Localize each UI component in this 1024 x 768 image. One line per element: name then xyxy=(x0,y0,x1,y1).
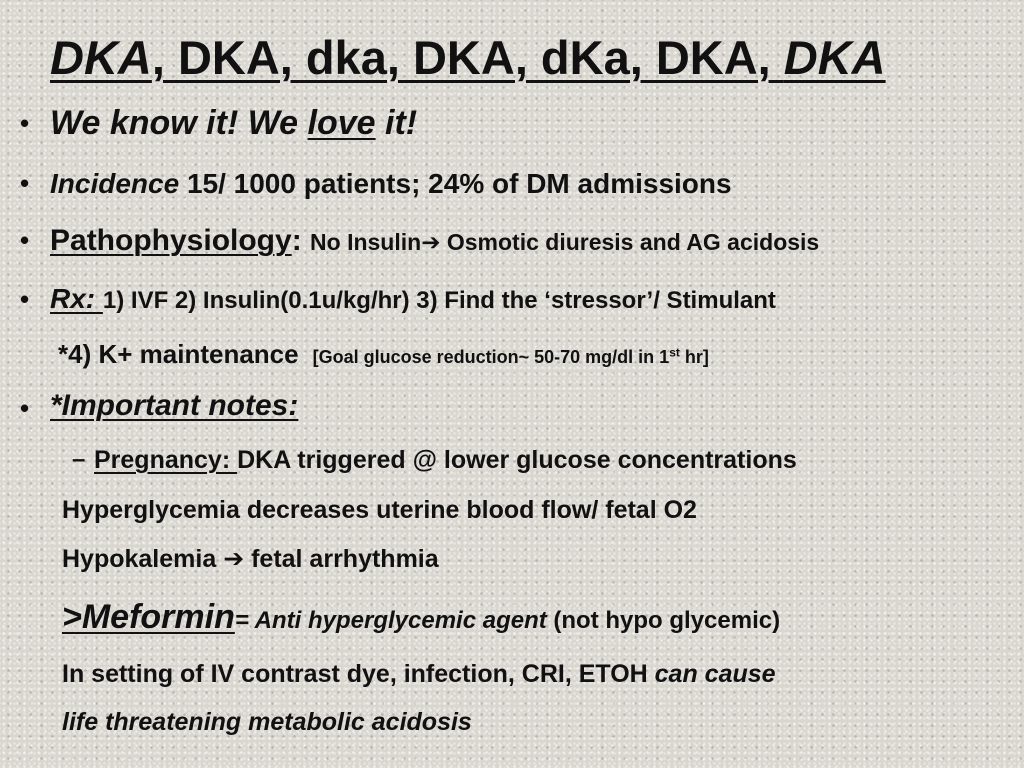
text-can-cause: can cause xyxy=(654,660,776,688)
text-superscript: st xyxy=(669,345,680,360)
text: Hypokalemia xyxy=(62,545,224,573)
text: fetal arrhythmia xyxy=(244,545,439,573)
text-meformin: >Meformin xyxy=(62,598,235,636)
bullet-incidence xyxy=(50,168,732,200)
text: Osmotic diuresis and AG acidosis xyxy=(440,229,820,255)
slide-title xyxy=(50,26,990,90)
text: 15/ 1000 patients; 24% of DM admissions xyxy=(179,168,732,199)
bullet-rx xyxy=(50,283,776,315)
note-iv-contrast xyxy=(62,660,776,689)
note-acidosis: life threatening metabolic acidosis xyxy=(62,708,472,736)
text-pathophysiology: Pathophysiology xyxy=(50,224,292,257)
rx-continuation xyxy=(58,339,709,370)
text: = Anti hyperglycemic agent xyxy=(234,607,547,634)
text: We know it! We xyxy=(50,104,308,142)
text-incidence: Incidence xyxy=(50,168,180,199)
bullet-important-notes: *Important notes: xyxy=(50,389,299,422)
arrow-icon: ➔ xyxy=(421,229,441,255)
arrow-icon: ➔ xyxy=(223,545,245,573)
note-hypokalemia xyxy=(62,544,439,574)
title-part-2: , DKA, dka, DKA, dKa, DKA, xyxy=(151,31,784,84)
bullet-marker: • xyxy=(20,284,30,314)
text: DKA triggered @ lower glucose concentrations xyxy=(237,446,797,474)
bullet-marker: • xyxy=(20,225,30,255)
title-part-1: DKA xyxy=(50,31,152,84)
text: (not hypo glycemic) xyxy=(546,607,781,634)
text: In setting of IV contrast dye, infection, CRI, ETOH xyxy=(62,660,655,688)
bullet-marker: • xyxy=(20,108,30,138)
text-rx: Rx: xyxy=(50,283,103,314)
text: it! xyxy=(375,104,418,142)
bullet-pathophysiology xyxy=(50,224,819,258)
text: 1) IVF 2) Insulin(0.1u/kg/hr) 3) Find the ‘stressor’/ Stimulant xyxy=(102,287,776,314)
sub-bullet-pregnancy xyxy=(94,446,797,475)
title-part-3: DKA xyxy=(783,31,886,84)
bullet-marker: • xyxy=(20,168,30,198)
text: : xyxy=(291,224,311,257)
bullet-marker: • xyxy=(20,393,30,423)
text: *4) K+ maintenance xyxy=(58,339,299,369)
text: No Insulin xyxy=(310,229,422,255)
text-pregnancy: Pregnancy: xyxy=(94,446,238,474)
text: hr] xyxy=(679,347,709,367)
note-hyperglycemia: Hyperglycemia decreases uterine blood flow/ fetal O2 xyxy=(62,496,697,524)
text-love: love xyxy=(307,104,376,142)
text: [Goal glucose reduction~ 50-70 mg/dl in 1 xyxy=(312,347,670,367)
sub-bullet-dash: – xyxy=(72,446,86,473)
bullet-we-know-it xyxy=(50,104,417,143)
note-meformin xyxy=(62,598,780,637)
